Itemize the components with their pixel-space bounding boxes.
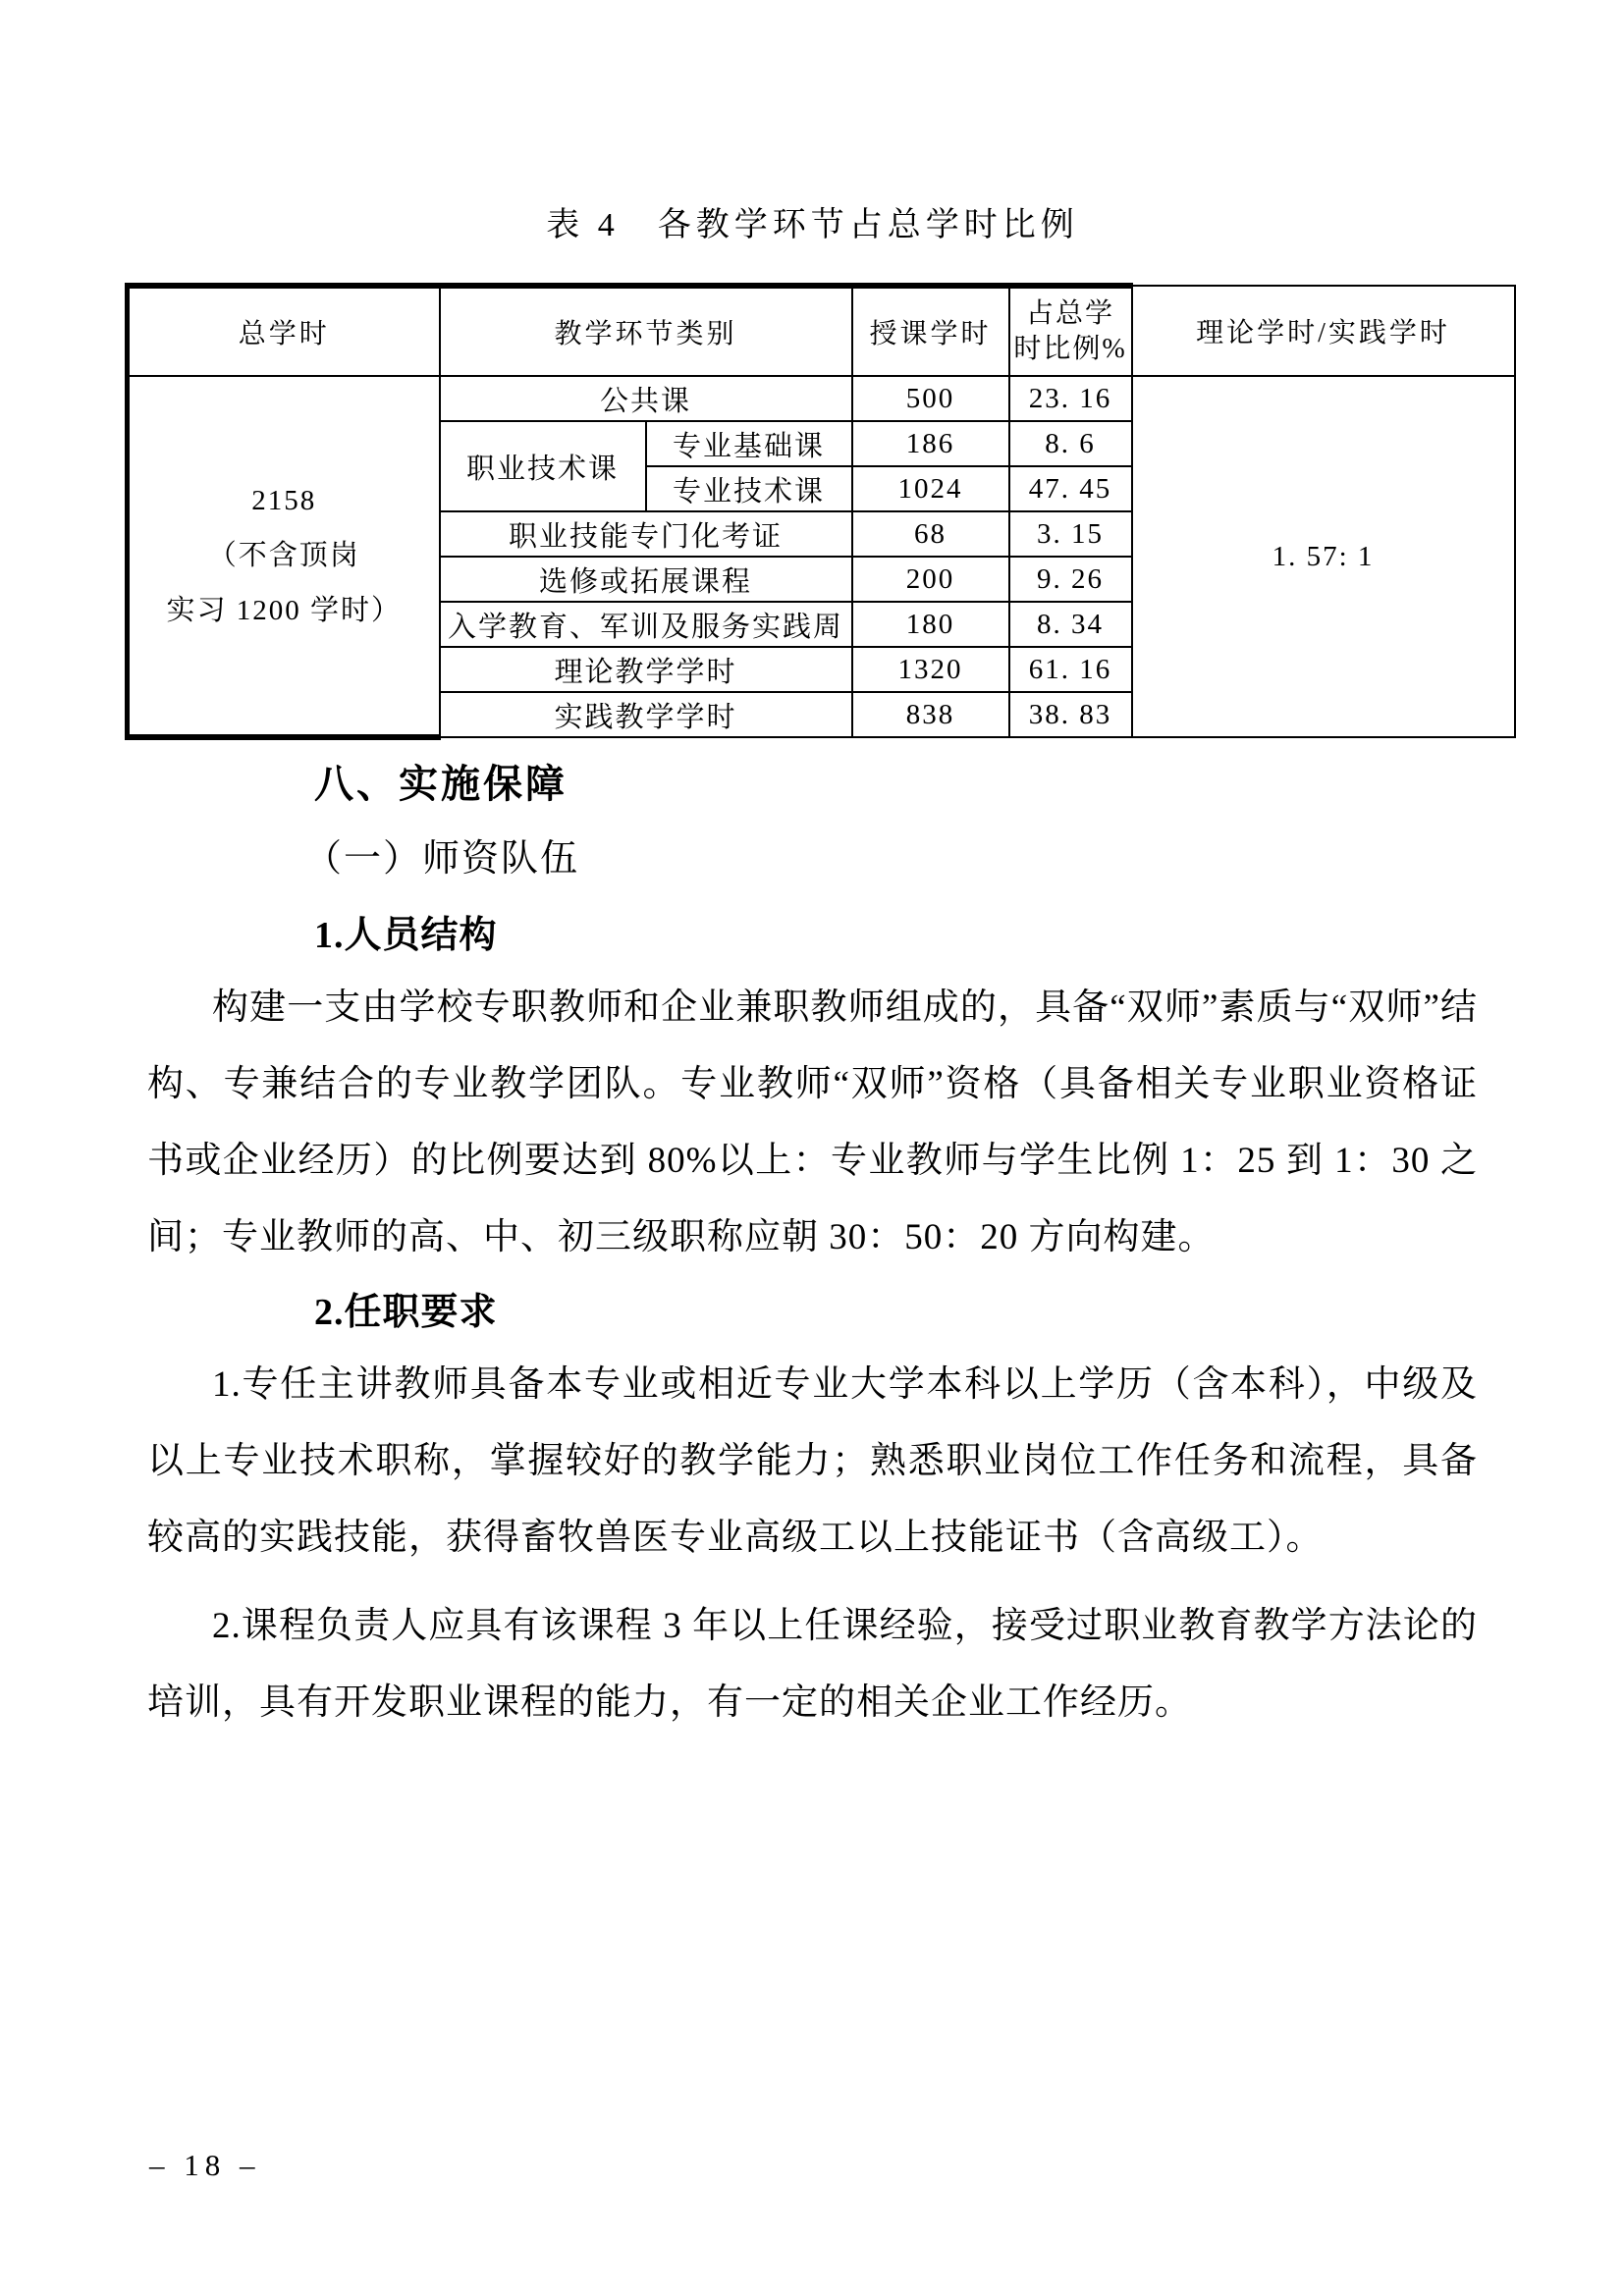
cell-ratio: 1. 57: 1 [1132, 376, 1515, 737]
cell-category: 理论教学学时 [440, 647, 852, 692]
cell-hours: 1024 [852, 466, 1009, 511]
cell-category: 公共课 [440, 376, 852, 421]
cell-hours: 500 [852, 376, 1009, 421]
page-content [0, 201, 1624, 1741]
col-header-percent [1009, 286, 1132, 376]
cell-category: 入学教育、军训及服务实践周 [440, 602, 852, 647]
cell-hours: 68 [852, 511, 1009, 557]
cell-category-group: 职业技术课 [440, 421, 646, 511]
cell-percent: 23. 16 [1009, 376, 1132, 421]
col-header-percent-line2: 时比例% [1013, 334, 1127, 364]
paragraph-personnel-structure: 构建一支由学校专职教师和企业兼职教师组成的，具备“双师”素质与“双师”结构、专兼结合的专业教学团队。专业教师“双师”资格（具备相关专业职业资格证书或企业经历）的比例要达到 80%以上：专业教师与学生比例 1：25 到 1：30 之间；专业教师的高、中、初三级职称应朝 30：50：20 方向构建。 [147, 988, 1478, 1257]
paragraph-job-requirement-1: 1.专任主讲教师具备本专业或相近专业大学本科以上学历（含本科），中级及以上专业技术职称，掌握较好的教学能力；熟悉职业岗位工作任务和流程，具备较高的实践技能，获得畜牧兽医专业高级工以上技能证书（含高级工）。 [147, 1364, 1478, 1558]
cell-hours: 1320 [852, 647, 1009, 692]
cell-category: 专业基础课 [646, 421, 852, 466]
col-header-theory-practice-ratio: 理论学时/实践学时 [1132, 286, 1515, 376]
section-heading-implementation-guarantee: 八、实施保障 [314, 762, 568, 806]
cell-total-hours [128, 376, 440, 737]
cell-category: 选修或拓展课程 [440, 557, 852, 602]
cell-hours: 186 [852, 421, 1009, 466]
cell-category: 专业技术课 [646, 466, 852, 511]
total-hours-note-line2: 实习 1200 学时） [166, 595, 402, 626]
subheading-personnel-structure: 1.人员结构 [314, 915, 498, 956]
table-header-row [128, 286, 1515, 376]
teaching-hours-table [125, 283, 1516, 740]
cell-category: 实践教学学时 [440, 692, 852, 737]
cell-percent: 38. 83 [1009, 692, 1132, 737]
subsection-heading-teaching-staff: （一）师资队伍 [304, 838, 580, 880]
col-header-total-hours: 总学时 [128, 286, 440, 376]
cell-percent: 61. 16 [1009, 647, 1132, 692]
cell-hours: 200 [852, 557, 1009, 602]
cell-percent: 8. 6 [1009, 421, 1132, 466]
table-row [128, 376, 1515, 421]
paragraph-job-requirement-2: 2.课程负责人应具有该课程 3 年以上任课经验，接受过职业教育教学方法论的培训，具有开发职业课程的能力，有一定的相关企业工作经历。 [147, 1606, 1478, 1723]
cell-category: 职业技能专门化考证 [440, 511, 852, 557]
page-number: – 18 – [149, 2148, 261, 2182]
col-header-teaching-hours: 授课学时 [852, 286, 1009, 376]
cell-percent: 9. 26 [1009, 557, 1132, 602]
col-header-percent-line1: 占总学 [1026, 298, 1115, 329]
cell-percent: 3. 15 [1009, 511, 1132, 557]
cell-hours: 838 [852, 692, 1009, 737]
cell-hours: 180 [852, 602, 1009, 647]
total-hours-note-line1: （不含顶岗 [207, 540, 360, 571]
col-header-category: 教学环节类别 [440, 286, 852, 376]
total-hours-value: 2158 [251, 485, 317, 516]
subheading-job-requirements: 2.任职要求 [314, 1292, 498, 1333]
cell-percent: 47. 45 [1009, 466, 1132, 511]
table-caption: 表 4 各教学环节占总学时比例 [546, 207, 1079, 243]
cell-percent: 8. 34 [1009, 602, 1132, 647]
